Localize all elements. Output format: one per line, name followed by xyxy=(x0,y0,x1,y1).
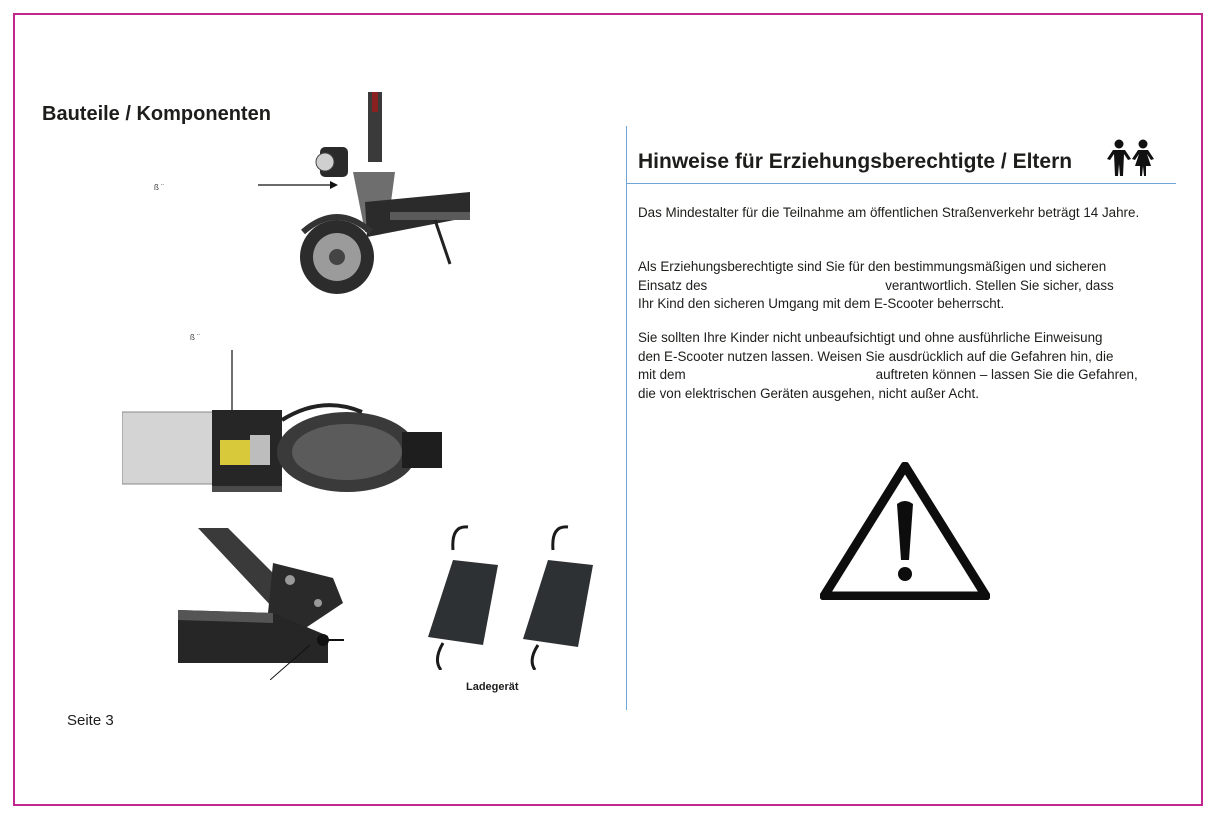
responsibility-line-1: Als Erziehungsberechtigte sind Sie für den bestimmungsmäßigen und sicheren xyxy=(638,259,1107,274)
responsibility-line-2b: verantwortlich. Stellen Sie sicher, dass xyxy=(885,277,1114,293)
scooter-front-image xyxy=(295,92,470,297)
supervision-line-3a: mit dem xyxy=(638,367,686,382)
supervision-line-1: Sie sollten Ihre Kinder nicht unbeaufsichtigt und ohne ausführliche Einweisung xyxy=(638,330,1103,345)
folding-mechanism-image xyxy=(178,528,358,680)
responsibility-paragraph xyxy=(638,258,1178,314)
responsibility-line-3: Ihr Kind den sicheren Umgang mit dem E-Scooter beherrscht. xyxy=(638,296,1005,311)
charger-caption: Ladegerät xyxy=(466,681,519,693)
supervision-line-3b: auftreten können – lassen Sie die Gefahren, xyxy=(875,367,1138,382)
suspension-part-label: ß ¨ xyxy=(190,333,200,342)
column-divider xyxy=(626,126,627,710)
parents-heading: Hinweise für Erziehungsberechtigte / Eltern xyxy=(638,150,1073,173)
supervision-paragraph xyxy=(638,329,1178,403)
supervision-line-4: die von elektrischen Geräten ausgehen, nicht außer Acht. xyxy=(638,385,979,401)
age-paragraph: Das Mindestalter für die Teilnahme am öffentlichen Straßenverkehr beträgt 14 Jahre. xyxy=(638,205,1140,220)
components-heading: Bauteile / Komponenten xyxy=(42,103,271,125)
children-pictogram-icon xyxy=(1107,139,1155,177)
charger-image xyxy=(423,525,601,670)
responsibility-line-2a: Einsatz des xyxy=(638,277,708,293)
scooter-deck-image xyxy=(122,400,442,500)
supervision-line-2: den E-Scooter nutzen lassen. Weisen Sie ausdrücklich auf die Gefahren hin, die xyxy=(638,348,1114,364)
front-part-label: ß ¨ xyxy=(154,183,164,192)
heading-rule xyxy=(626,183,1176,184)
warning-triangle-icon xyxy=(820,462,990,600)
page-number: Seite 3 xyxy=(67,712,114,729)
folding-leader-line xyxy=(270,645,310,680)
